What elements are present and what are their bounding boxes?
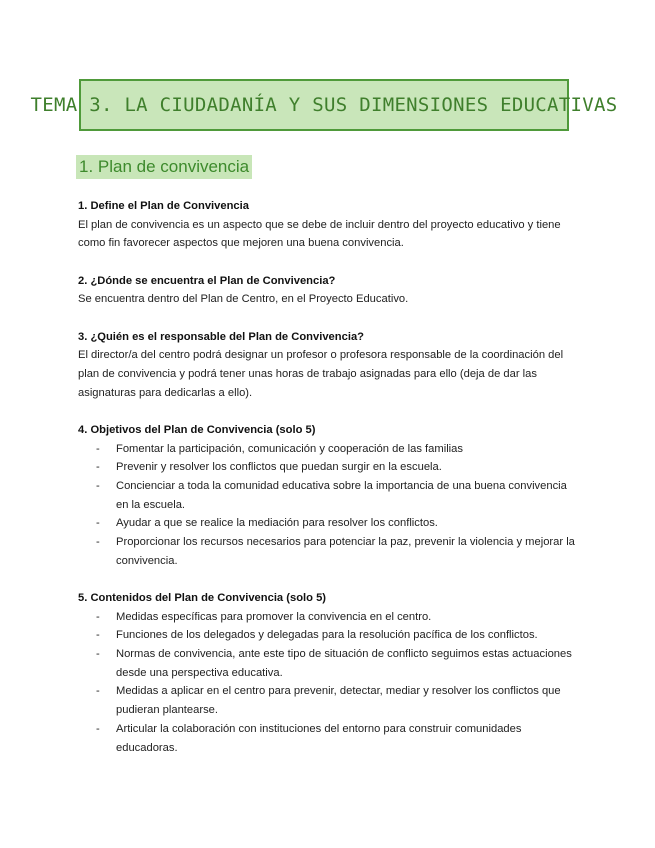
qa-block-3 [78,328,578,403]
list-item [78,645,578,682]
list-item [78,458,578,477]
dash-marker: - [96,479,100,492]
question-3: 3. ¿Quién es el responsable del Plan de Convivencia? [78,330,364,343]
list-item [78,608,578,627]
question-1: 1. Define el Plan de Convivencia [78,200,249,212]
answer-3: El director/a del centro podrá designar un profesor o profesora responsable de la coordinación del plan de convivencia y podrá tener unas horas de trabajo asignadas para ello (deja de dar las asignaturas para dedicarlas a ello). [78,349,564,399]
dash-marker: - [96,461,100,474]
list-item-text: Prevenir y resolver los conflictos que puedan surgir en la escuela. [116,461,442,474]
list-item-text: Funciones de los delegados y delegadas para la resolución pacífica de los conflictos. [116,629,538,642]
qa-block-2 [78,272,578,309]
list-item-text: Ayudar a que se realice la mediación para resolver los conflictos. [116,517,438,530]
list-item-text: Medidas específicas para promover la convivencia en el centro. [116,610,432,623]
document-body [78,197,578,776]
qa-block-1 [78,197,578,253]
list-item-text: Concienciar a toda la comunidad educativa sobre la importancia de una buena convivencia en la escuela. [116,479,567,511]
contents-list [78,608,578,758]
list-item [78,720,578,757]
dash-marker: - [96,536,100,549]
list-item [78,533,578,570]
question-2: 2. ¿Dónde se encuentra el Plan de Convivencia? [78,274,336,287]
objectives-block [78,421,578,571]
list-item [78,626,578,645]
list-item-text: Proporcionar los recursos necesarios para potenciar la paz, prevenir la violencia y mejorar la convivencia. [116,536,575,567]
list-item-text: Fomentar la participación, comunicación y cooperación de las familias [116,442,463,455]
dash-marker: - [96,610,100,623]
title-box [30,79,618,131]
list-item [78,440,578,459]
dash-marker: - [96,685,100,698]
list-item-text: Articular la colaboración con instituciones del entorno para construir comunidades educadoras. [116,722,522,754]
list-item [78,477,578,514]
dash-marker: - [96,442,100,455]
answer-2: Se encuentra dentro del Plan de Centro, en el Proyecto Educativo. [78,293,409,306]
list-item-text: Normas de convivencia, ante este tipo de situación de conflicto seguimos estas actuaciones desde una perspectiva educativa. [116,648,572,679]
list-item-text: Medidas a aplicar en el centro para prevenir, detectar, mediar y resolver los conflictos que pudieran plantearse. [116,685,561,717]
dash-marker: - [96,629,100,642]
page-title: TEMA 3. LA CIUDADANÍA Y SUS DIMENSIONES EDUCATIVAS [30,94,618,116]
contents-question: 5. Contenidos del Plan de Convivencia (solo 5) [78,591,327,604]
contents-block [78,589,578,757]
objectives-list [78,440,578,571]
section-heading: 1. Plan de convivencia [76,155,252,179]
answer-1: El plan de convivencia es un aspecto que se debe de incluir dentro del proyecto educativo y tiene como fin favorecer aspectos que mejoren una buena convivencia. [78,218,561,250]
objectives-question: 4. Objetivos del Plan de Convivencia (solo 5) [78,423,316,436]
dash-marker: - [96,722,100,735]
dash-marker: - [96,648,100,661]
dash-marker: - [96,517,100,530]
list-item [78,514,578,533]
list-item [78,682,578,719]
